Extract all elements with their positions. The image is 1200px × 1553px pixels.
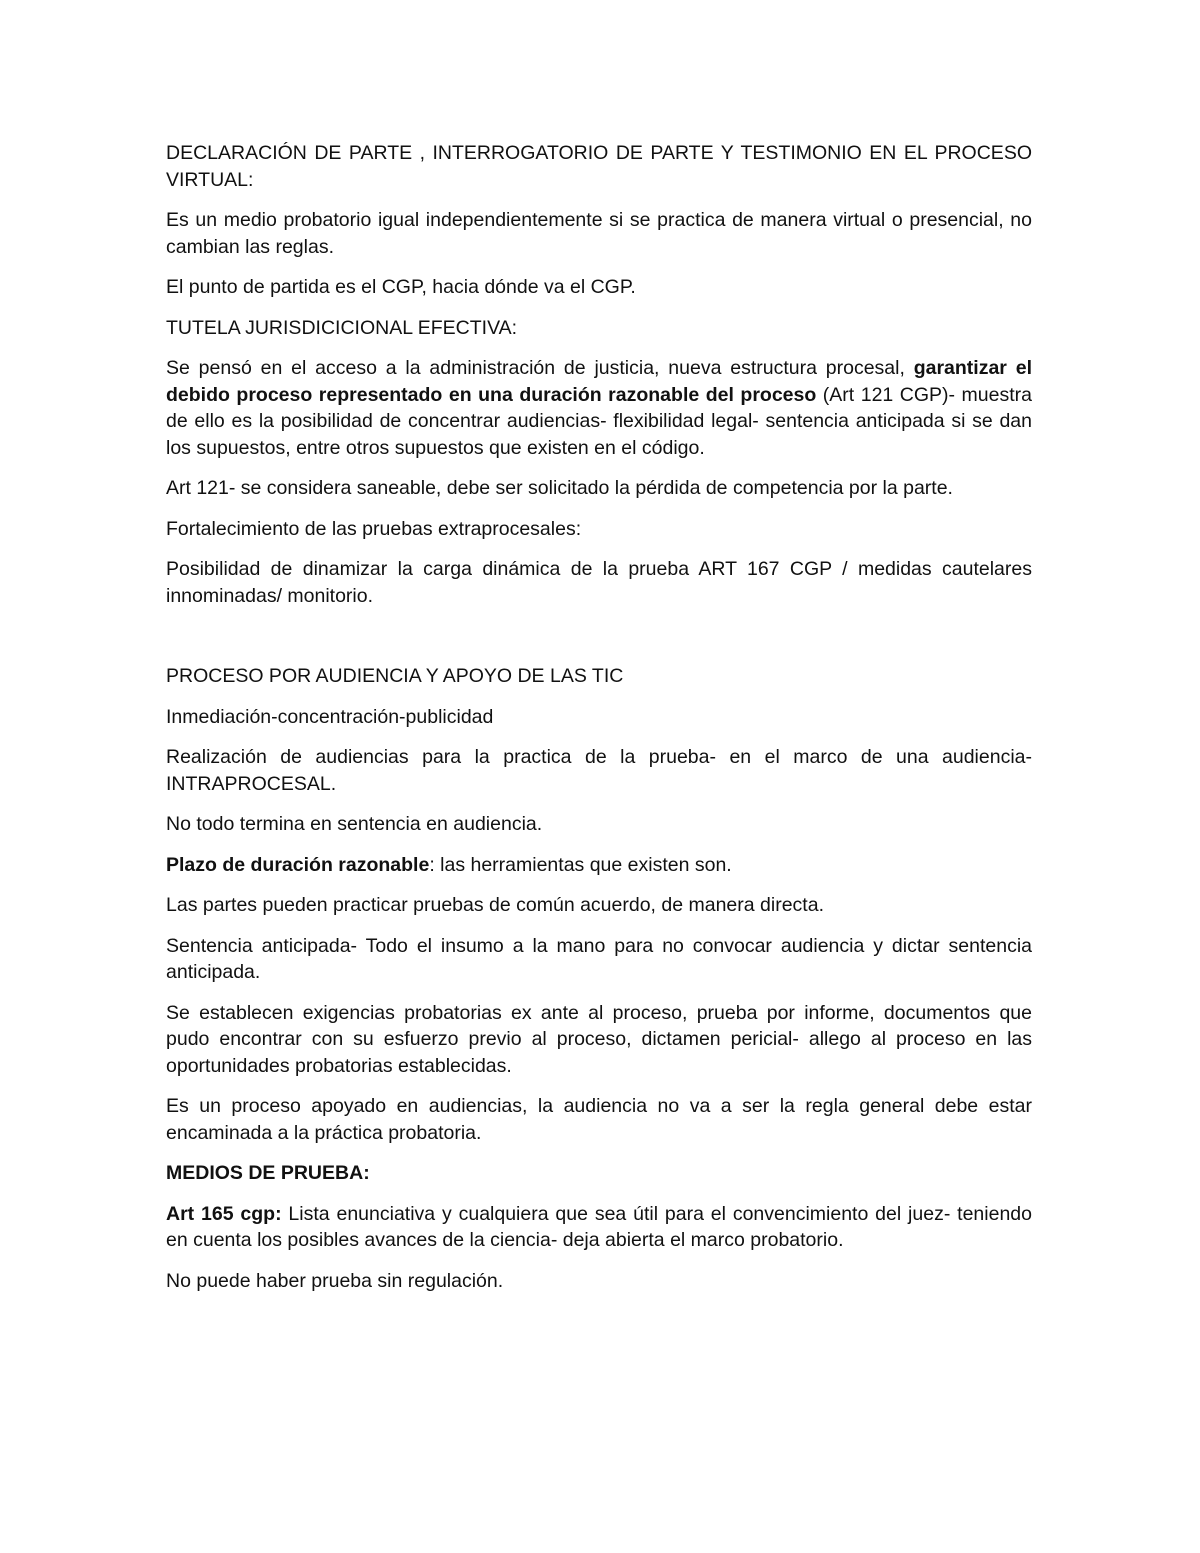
section-heading-medios-prueba: MEDIOS DE PRUEBA: xyxy=(166,1162,370,1184)
paragraph-acceso-justicia-bold: garantizar el debido proceso representado en una duración razonable del proceso xyxy=(166,357,1032,406)
section-heading-tutela: TUTELA JURISDICICIONAL EFECTIVA: xyxy=(166,316,518,339)
paragraph-acceso-justicia xyxy=(166,355,1032,461)
paragraph-plazo-duracion xyxy=(166,852,1032,879)
paragraph-carga-dinamica: Posibilidad de dinamizar la carga dinámica de la prueba ART 167 CGP / medidas cautelares innominadas/ monitorio. xyxy=(166,558,1032,607)
paragraph-exigencias-probatorias: Se establecen exigencias probatorias ex ante al proceso, prueba por informe, documentos que pudo encontrar con su esfuerzo previo al proceso, dictamen pericial- allego al proceso en las oportunidades probatorias establecidas. xyxy=(166,1001,1032,1077)
paragraph-proceso-apoyado: Es un proceso apoyado en audiencias, la audiencia no va a ser la regla general debe estar encaminada a la práctica probatoria. xyxy=(166,1095,1032,1144)
paragraph-art-121: Art 121- se considera saneable, debe ser solicitado la pérdida de competencia por la parte. xyxy=(166,477,953,499)
paragraph-plazo-duracion-rest: : las herramientas que existen son. xyxy=(429,853,732,876)
paragraph-acceso-justicia-end: (Art 121 CGP)- muestra de ello es la posibilidad de concentrar audiencias- flexibilidad legal- sentencia anticipada si se dan los supuestos, entre otros supuestos que existen en el código. xyxy=(166,383,1032,459)
paragraph-plazo-duracion-bold: Plazo de duración razonable xyxy=(166,853,430,876)
paragraph-punto-partida: El punto de partida es el CGP, hacia dónde va el CGP. xyxy=(166,276,636,298)
paragraph-realizacion-audiencias: Realización de audiencias para la practica de la prueba- en el marco de una audiencia- INTRAPROCESAL. xyxy=(166,746,1032,795)
paragraph-inmediacion: Inmediación-concentración-publicidad xyxy=(166,705,494,728)
paragraph-no-prueba-sin-regulacion: No puede haber prueba sin regulación. xyxy=(166,1269,504,1292)
paragraph-fortalecimiento: Fortalecimiento de las pruebas extraprocesales: xyxy=(166,517,582,540)
blank-line xyxy=(166,623,1032,663)
document-heading: DECLARACIÓN DE PARTE , INTERROGATORIO DE PARTE Y TESTIMONIO EN EL PROCESO VIRTUAL: xyxy=(166,142,1032,191)
paragraph-art-165-bold: Art 165 cgp: xyxy=(166,1202,282,1225)
paragraph-no-todo-termina: No todo termina en sentencia en audiencia. xyxy=(166,813,543,835)
document-page xyxy=(166,140,1032,1308)
paragraph-acceso-justicia-start: Se pensó en el acceso a la administración de justicia, nueva estructura procesal, xyxy=(166,357,914,379)
paragraph-sentencia-anticipada: Sentencia anticipada- Todo el insumo a la mano para no convocar audiencia y dictar sentencia anticipada. xyxy=(166,934,1032,983)
paragraph-medio-probatorio: Es un medio probatorio igual independientemente si se practica de manera virtual o presencial, no cambian las reglas. xyxy=(166,209,1032,258)
paragraph-art-165 xyxy=(166,1201,1032,1254)
paragraph-partes-pueden: Las partes pueden practicar pruebas de común acuerdo, de manera directa. xyxy=(166,894,824,916)
section-heading-proceso-audiencia: PROCESO POR AUDIENCIA Y APOYO DE LAS TIC xyxy=(166,665,624,687)
paragraph-art-165-rest: Lista enunciativa y cualquiera que sea útil para el convencimiento del juez- teniendo en cuenta los posibles avances de la ciencia- deja abierta el marco probatorio. xyxy=(166,1202,1032,1251)
